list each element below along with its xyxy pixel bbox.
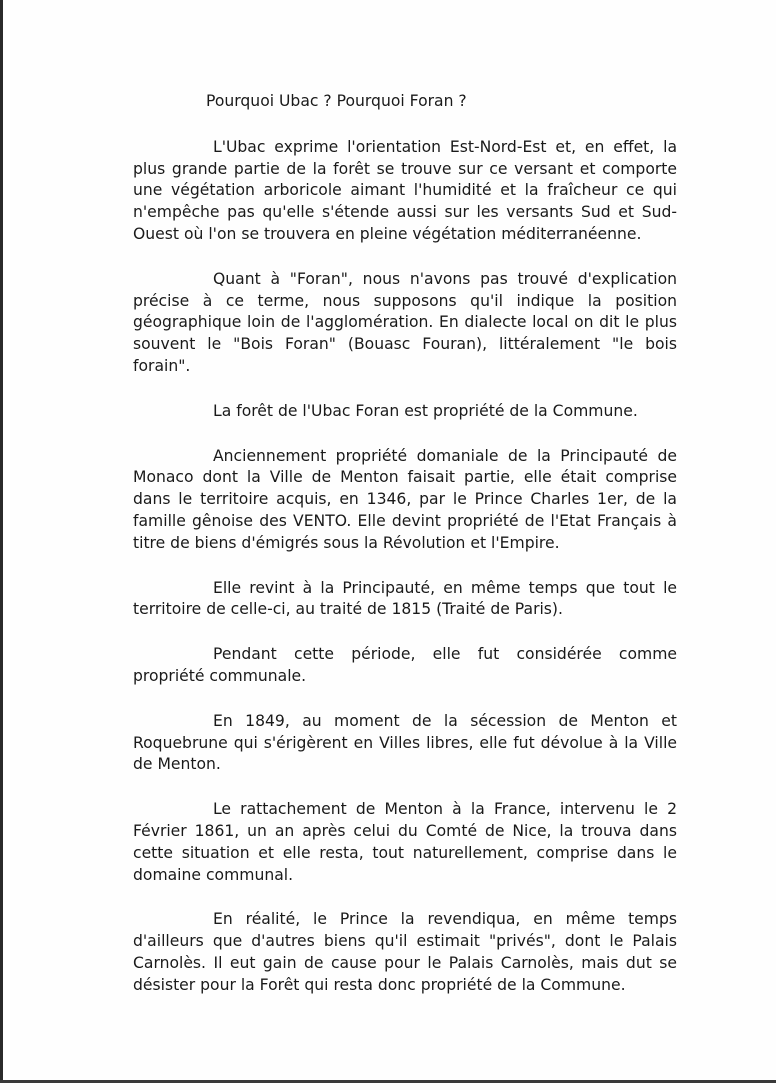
paragraph-periode: Pendant cette période, elle fut considérée comme propriété communale. <box>133 645 677 685</box>
paragraph-1849: En 1849, au moment de la sécession de Menton et Roquebrune qui s'érigèrent en Villes libres, elle fut dévolue à la Ville de Menton. <box>133 711 677 774</box>
document-body <box>133 91 677 1020</box>
paragraph-ubac: L'Ubac exprime l'orientation Est-Nord-Est et, en effet, la plus grande partie de la forêt se trouve sur ce versant et comporte une végétation arboricole aimant l'humidité et la fraîcheur ce qui n'empêche pas qu'elle s'étende aussi sur les versants Sud et Sud-Ouest où l'on se trouvera en pleine végétation méditerranéenne. <box>133 137 677 243</box>
paragraph-realite: En réalité, le Prince la revendiqua, en même temps d'ailleurs que d'autres biens qu'il estimait "privés", dont le Palais Carnolès. Il eut gain de cause pour le Palais Carnolès, mais dut se désister pour la Forêt qui resta donc propriété de la Commune. <box>133 910 677 994</box>
document-title: Pourquoi Ubac ? Pourquoi Foran ? <box>206 92 467 110</box>
paragraph-revint: Elle revint à la Principauté, en même temps que tout le territoire de celle-ci, au traité de 1815 (Traité de Paris). <box>133 578 677 619</box>
paragraph-foran: Quant à "Foran", nous n'avons pas trouvé d'explication précise à ce terme, nous supposons qu'il indique la position géographique loin de l'agglomération. En dialecte local on dit le plus souvent le "Bois Foran" (Bouasc Fouran), littéralement "le bois forain". <box>133 269 677 375</box>
paragraph-propriete: La forêt de l'Ubac Foran est propriété de la Commune. <box>213 401 638 420</box>
paragraph-anciennement: Anciennement propriété domaniale de la Principauté de Monaco dont la Ville de Menton faisait partie, elle était comprise dans le territoire acquis, en 1346, par le Prince Charles 1er, de la famille gênoise des VENTO. Elle devint propriété de l'Etat Français à titre de biens d'émigrés sous la Révolution et l'Empire. <box>133 446 677 552</box>
paragraph-rattachement: Le rattachement de Menton à la France, intervenu le 2 Février 1861, un an après celui du Comté de Nice, la trouva dans cette situation et elle resta, tout naturellement, comprise dans le domaine communal. <box>133 800 677 884</box>
scan-edge-left <box>0 0 3 1083</box>
